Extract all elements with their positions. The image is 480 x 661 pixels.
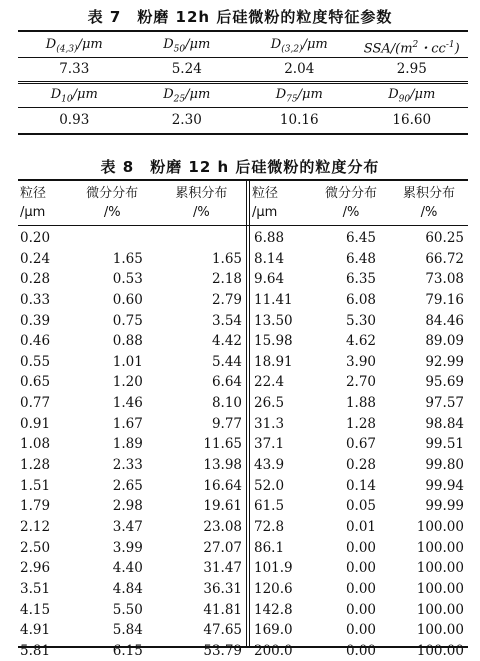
cumulative-distribution-cell: 60.25 [425,230,464,246]
param-unit: /μm [302,37,328,52]
table-row [250,620,468,641]
particle-size-cell: 2.96 [20,560,51,577]
table-row [250,558,468,579]
particle-size-cell: 169.0 [254,622,293,639]
table7-title: 表 7 粉磨 12h 后硅微粉的粒度特征参数 [87,8,393,26]
particle-size-cell: 15.98 [254,333,293,350]
particle-size-cell: 1.08 [20,436,51,453]
particle-size-cell: 5.81 [20,642,51,659]
param-value: 7.33 [59,61,90,77]
particle-size-cell: 52.0 [254,477,285,494]
table-row [18,538,246,559]
particle-size-cell: 22.4 [254,374,285,391]
header-line: 粒径 [20,186,47,201]
particle-size-cell: 9.64 [254,271,285,288]
table-row [250,331,468,352]
divider-rule [18,81,468,82]
table-row [250,538,468,559]
particle-size-cell: 13.50 [254,312,293,329]
cumulative-distribution-cell: 23.08 [203,518,243,535]
particle-size-cell: 0.55 [20,353,51,370]
param-subscript: (4,3) [56,44,78,55]
differential-distribution-cell: 6.08 [345,291,376,308]
param-subscript: 90 [398,94,411,105]
param-unit-end: ) [454,41,460,57]
differential-distribution-cell: 1.20 [112,374,143,391]
table-row [250,352,468,373]
differential-distribution-cell: 0.05 [345,498,376,515]
cumulative-distribution-cell: 92.99 [425,353,464,370]
table-row [250,414,468,435]
table7-header-row-1 [18,35,468,55]
param-header [356,35,469,55]
table-row [250,249,468,270]
table-row [18,331,246,352]
header-unit: /μm [252,205,278,220]
particle-size-cell: 43.9 [254,457,285,474]
table-row [250,455,468,476]
particle-size-cell: 0.33 [20,291,51,308]
table-row [18,476,246,497]
differential-distribution-cell: 3.99 [112,539,143,556]
particle-size-cell: 4.15 [20,601,51,618]
divider-rule [18,107,468,108]
cumulative-distribution-cell: 99.99 [425,498,464,515]
header-unit: /% [103,205,121,220]
table-row [18,517,246,538]
cumulative-distribution-cell: 98.84 [425,415,464,432]
param-symbol: D [270,37,282,52]
differential-distribution-cell: 2.33 [112,457,143,474]
differential-distribution-cell: 1.67 [112,415,143,432]
differential-distribution-cell: 1.65 [112,250,143,267]
cumulative-distribution-cell: 41.81 [203,601,243,618]
table8-left-half [18,179,246,659]
differential-distribution-cell: 0.88 [112,333,143,350]
param-unit: /μm [185,87,211,102]
differential-distribution-cell: 0.00 [345,642,376,659]
table8-header-right [250,184,468,224]
table-row [18,414,246,435]
cumulative-distribution-header [390,184,468,224]
differential-distribution-cell: 5.50 [112,601,143,618]
table8-body-right [250,228,468,661]
header-unit: /% [420,205,438,220]
particle-size-cell: 11.41 [254,291,293,308]
differential-distribution-cell: 0.75 [112,312,143,329]
param-value: 2.30 [171,112,202,128]
cumulative-distribution-header [157,184,246,224]
particle-size-cell: 120.6 [254,580,293,597]
param-superscript: 2 [412,40,419,50]
particle-size-cell: 0.24 [20,250,51,267]
param-symbol: D [163,87,174,102]
particle-size-cell: 8.14 [254,250,285,267]
table-row [250,269,468,290]
particle-size-cell: 2.50 [20,539,51,556]
param-value: 10.16 [279,112,319,128]
table8-right-half [250,179,468,659]
table-row [250,600,468,621]
param-subscript: 10 [61,94,73,105]
particle-size-cell: 18.91 [254,353,293,370]
param-header [18,85,131,105]
header-line: 累积分布 [402,186,455,201]
header-unit: /% [193,205,210,220]
header-line: 微分分布 [86,186,139,201]
particle-size-cell: 0.46 [20,333,51,350]
differential-distribution-cell: 0.14 [345,477,376,494]
divider-rule [18,83,468,84]
param-unit: /μm [297,87,323,102]
particle-size-cell: 0.91 [20,415,51,432]
particle-size-cell: 0.39 [20,312,51,329]
differential-distribution-header [312,184,390,224]
differential-distribution-cell: 2.70 [345,374,376,391]
differential-distribution-cell: 4.84 [112,580,143,597]
param-header [243,35,356,55]
differential-distribution-cell: 0.00 [345,560,376,577]
cumulative-distribution-cell: 53.79 [203,642,243,659]
differential-distribution-cell: 1.01 [112,353,143,370]
cumulative-distribution-cell: 9.77 [211,415,243,432]
cumulative-distribution-cell: 1.65 [211,250,243,267]
particle-size-cell: 86.1 [254,539,285,556]
param-header [356,85,469,105]
differential-distribution-cell: 0.00 [345,580,376,597]
differential-distribution-cell: 6.45 [345,230,376,246]
particle-size-cell: 61.5 [254,498,285,515]
differential-distribution-cell: 1.46 [112,395,143,412]
particle-size-cell: 31.3 [254,415,285,432]
param-value: 16.60 [392,112,432,128]
param-unit: /μm [77,37,103,52]
double-divider-line [246,181,247,646]
table-row [18,579,246,600]
differential-distribution-cell: 1.88 [345,395,376,412]
cumulative-distribution-cell: 11.65 [203,436,243,453]
differential-distribution-cell: 6.35 [345,271,376,288]
param-unit: /μm [185,37,211,52]
table-row [18,558,246,579]
param-unit: /μm [410,87,436,102]
cumulative-distribution-cell: 19.61 [203,498,243,515]
param-subscript: 25 [173,94,186,105]
table8-header-left [18,184,246,224]
table-row [18,641,246,661]
param-symbol: SSA/(m [363,41,413,57]
cumulative-distribution-cell: 5.44 [211,353,243,370]
particle-size-cell: 0.77 [20,395,51,412]
table8 [18,179,468,659]
particle-size-cell: 37.1 [254,436,285,453]
param-value: 2.04 [284,61,315,77]
table-row [250,476,468,497]
differential-distribution-cell: 3.47 [112,518,143,535]
param-value: 0.93 [59,112,90,128]
table-row [18,434,246,455]
differential-distribution-cell: 0.53 [112,271,143,288]
particle-size-cell: 26.5 [254,395,285,412]
differential-distribution-cell: 0.00 [345,539,376,556]
cumulative-distribution-cell: 2.79 [211,291,243,308]
cumulative-distribution-cell: 79.16 [425,291,464,308]
particle-size-cell: 1.28 [20,457,51,474]
cumulative-distribution-cell: 99.51 [425,436,464,453]
param-superscript: -1 [445,40,455,50]
particle-size-cell: 200.0 [254,642,293,659]
cumulative-distribution-cell: 100.00 [416,560,464,577]
param-subscript: 50 [173,44,186,55]
bottom-rule [18,133,468,135]
cumulative-distribution-cell: 100.00 [416,622,464,639]
table-row [250,393,468,414]
cumulative-distribution-cell: 6.64 [211,374,243,391]
particle-size-header [18,184,68,224]
cumulative-distribution-cell: 47.65 [203,622,243,639]
table-row [250,434,468,455]
table-row [18,393,246,414]
cumulative-distribution-cell: 27.07 [203,539,243,556]
differential-distribution-cell: 3.90 [345,353,376,370]
header-unit: /% [342,205,360,220]
table-row [18,600,246,621]
table7-header-row-2 [18,85,468,105]
param-header [18,35,131,55]
differential-distribution-cell: 0.01 [345,518,376,535]
cumulative-distribution-cell: 99.94 [425,477,464,494]
table8-body-left [18,228,246,661]
differential-distribution-cell [68,228,157,249]
cumulative-distribution-cell: 97.57 [425,395,464,412]
table-row [18,496,246,517]
table-row [18,372,246,393]
cumulative-distribution-cell: 66.72 [425,250,464,267]
table-row [18,269,246,290]
particle-size-cell: 0.20 [20,230,51,246]
param-symbol: D [45,37,57,52]
param-symbol: D [163,37,174,52]
header-line: 微分分布 [324,186,377,201]
differential-distribution-cell: 0.00 [345,601,376,618]
cumulative-distribution-cell: 100.00 [416,539,464,556]
cumulative-distribution-cell: 95.69 [425,374,464,391]
differential-distribution-cell: 5.30 [345,312,376,329]
table-row [250,641,468,661]
cumulative-distribution-cell: 3.54 [211,312,243,329]
particle-size-cell: 72.8 [254,518,285,535]
cumulative-distribution-cell: 89.09 [425,333,464,350]
param-header [243,85,356,105]
differential-distribution-cell: 6.48 [345,250,376,267]
table-row [250,290,468,311]
table-row [18,620,246,641]
particle-size-cell: 0.65 [20,374,51,391]
differential-distribution-cell: 0.67 [345,436,376,453]
top-rule [18,30,468,32]
differential-distribution-cell: 2.98 [112,498,143,515]
param-unit: /μm [72,87,98,102]
cumulative-distribution-cell: 4.42 [211,333,243,350]
table-row [250,579,468,600]
cumulative-distribution-cell [157,228,246,249]
particle-size-cell: 142.8 [254,601,293,618]
param-subscript: (3,2) [281,44,303,55]
cumulative-distribution-cell: 100.00 [416,642,464,659]
param-symbol: D [50,87,62,102]
particle-size-cell: 3.51 [20,580,51,597]
differential-distribution-cell: 1.28 [345,415,376,432]
particle-size-cell: 0.28 [20,271,51,288]
differential-distribution-cell: 0.60 [112,291,143,308]
header-unit: /μm [20,205,46,220]
differential-distribution-cell: 4.62 [345,333,376,350]
differential-distribution-cell: 6.15 [112,642,143,659]
particle-size-cell: 1.51 [20,477,51,494]
header-line: 粒径 [252,186,279,201]
table-row [250,228,468,249]
particle-size-cell: 1.79 [20,498,51,515]
cumulative-distribution-cell: 2.18 [211,271,243,288]
differential-distribution-cell: 5.84 [112,622,143,639]
cumulative-distribution-cell: 36.31 [203,580,243,597]
cumulative-distribution-cell: 13.98 [203,457,243,474]
cumulative-distribution-cell: 31.47 [203,560,243,577]
cumulative-distribution-cell: 99.80 [425,457,464,474]
divider-rule [18,57,468,58]
differential-distribution-cell: 0.28 [345,457,376,474]
particle-size-cell: 101.9 [254,560,293,577]
param-value: 2.95 [396,61,427,77]
table-row [250,496,468,517]
table-row [18,311,246,332]
particle-size-header [250,184,312,224]
table-row [18,352,246,373]
table-row [18,290,246,311]
cumulative-distribution-cell: 16.64 [203,477,243,494]
cumulative-distribution-cell: 84.46 [425,312,464,329]
table-row [250,372,468,393]
table8-title: 表 8 粉磨 12 h 后硅微粉的粒度分布 [100,158,380,176]
differential-distribution-cell: 0.00 [345,622,376,639]
differential-distribution-header [68,184,157,224]
particle-size-cell: 2.12 [20,518,51,535]
cumulative-distribution-cell: 100.00 [416,518,464,535]
table-row [18,249,246,270]
cumulative-distribution-cell: 73.08 [425,271,464,288]
param-header [131,85,244,105]
differential-distribution-cell: 2.65 [112,477,143,494]
table-row [250,311,468,332]
header-line: 累积分布 [175,186,228,201]
param-unit: ・cc [418,41,446,57]
table-row [18,455,246,476]
cumulative-distribution-cell: 100.00 [416,601,464,618]
table-row [250,517,468,538]
table-row [18,228,246,249]
param-subscript: 75 [286,94,298,105]
param-symbol: D [275,87,287,102]
particle-size-cell: 4.91 [20,622,51,639]
differential-distribution-cell: 4.40 [112,560,143,577]
cumulative-distribution-cell: 100.00 [416,580,464,597]
particle-size-cell: 6.88 [254,230,285,246]
table7-value-row-2 [18,110,468,130]
param-header [131,35,244,55]
param-value: 5.24 [171,61,202,77]
param-symbol: D [388,87,399,102]
differential-distribution-cell: 1.89 [112,436,143,453]
table7-value-row-1 [18,59,468,79]
cumulative-distribution-cell: 8.10 [211,395,243,412]
